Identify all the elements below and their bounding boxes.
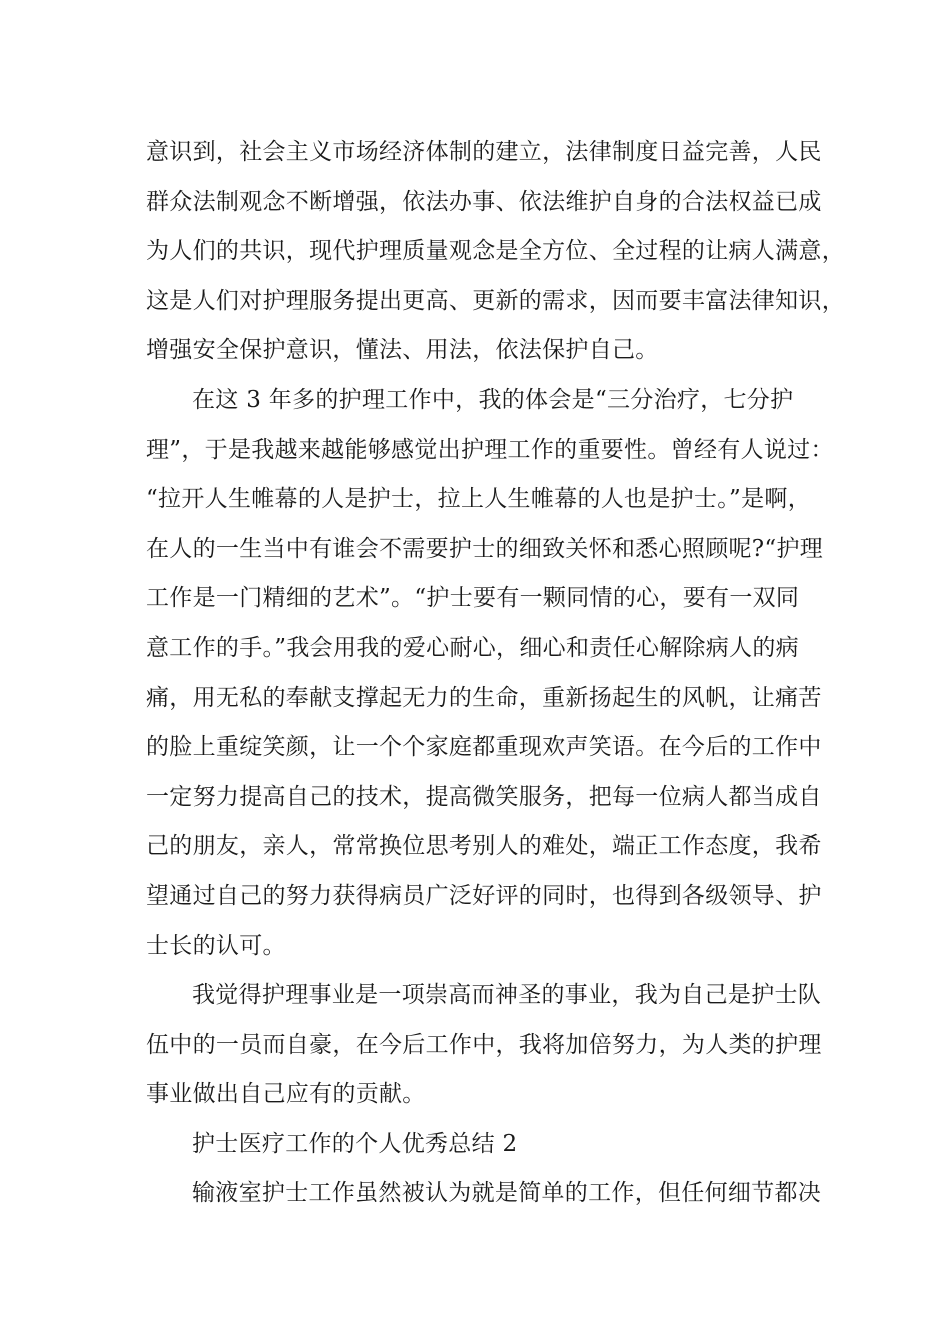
text-line: 群众法制观念不断增强，依法办事、依法维护自身的合法权益已成 [146, 188, 822, 215]
paragraph-start-line: 在这 3 年多的护理工作中，我的体会是“三分治疗，七分护 [192, 386, 794, 413]
text-line: 在人的一生当中有谁会不需要护士的细致关怀和悉心照顾呢?“护理 [146, 535, 824, 562]
text-line: 理”，于是我越来越能够感觉出护理工作的重要性。曾经有人说过： [146, 436, 834, 463]
text-line: 己的朋友，亲人，常常换位思考别人的难处，端正工作态度，我希 [146, 833, 822, 860]
paragraph-start-line: 我觉得护理事业是一项崇高而神圣的事业，我为自己是护士队 [192, 982, 822, 1009]
text-line: 工作是一门精细的艺术”。“护士要有一颗同情的心，要有一双同 [146, 585, 800, 612]
document-body [146, 128, 845, 1219]
text-line: 意工作的手。”我会用我的爱心耐心，细心和责任心解除病人的病 [146, 634, 799, 661]
text-line: 为人们的共识，现代护理质量观念是全方位、全过程的让病人满意， [146, 238, 845, 265]
text-line: 痛，用无私的奉献支撑起无力的生命，重新扬起生的风帆，让痛苦 [146, 684, 822, 711]
text-line: 增强安全保护意识，懂法、用法，依法保护自己。 [146, 337, 659, 364]
text-line: 的脸上重绽笑颜，让一个个家庭都重现欢声笑语。在今后的工作中 [146, 734, 822, 761]
text-line: 事业做出自己应有的贡献。 [146, 1081, 426, 1108]
text-line: 意识到，社会主义市场经济体制的建立，法律制度日益完善，人民 [146, 139, 822, 165]
text-line: 伍中的一员而自豪，在今后工作中，我将加倍努力，为人类的护理 [146, 1031, 822, 1058]
text-line: 一定努力提高自己的技术，提高微笑服务，把每一位病人都当成自 [146, 783, 822, 810]
text-line: “拉开人生帷幕的人是护士，拉上人生帷幕的人也是护士。”是啊， [146, 486, 812, 513]
paragraph-start-line: 输液室护士工作虽然被认为就是简单的工作，但任何细节都决 [192, 1180, 822, 1207]
text-line: 士长的认可。 [146, 932, 286, 959]
text-line: 望通过自己的努力获得病员广泛好评的同时，也得到各级领导、护 [146, 882, 822, 909]
section-heading: 护士医疗工作的个人优秀总结 2 [192, 1130, 518, 1157]
text-line: 这是人们对护理服务提出更高、更新的需求，因而要丰富法律知识， [146, 287, 845, 314]
